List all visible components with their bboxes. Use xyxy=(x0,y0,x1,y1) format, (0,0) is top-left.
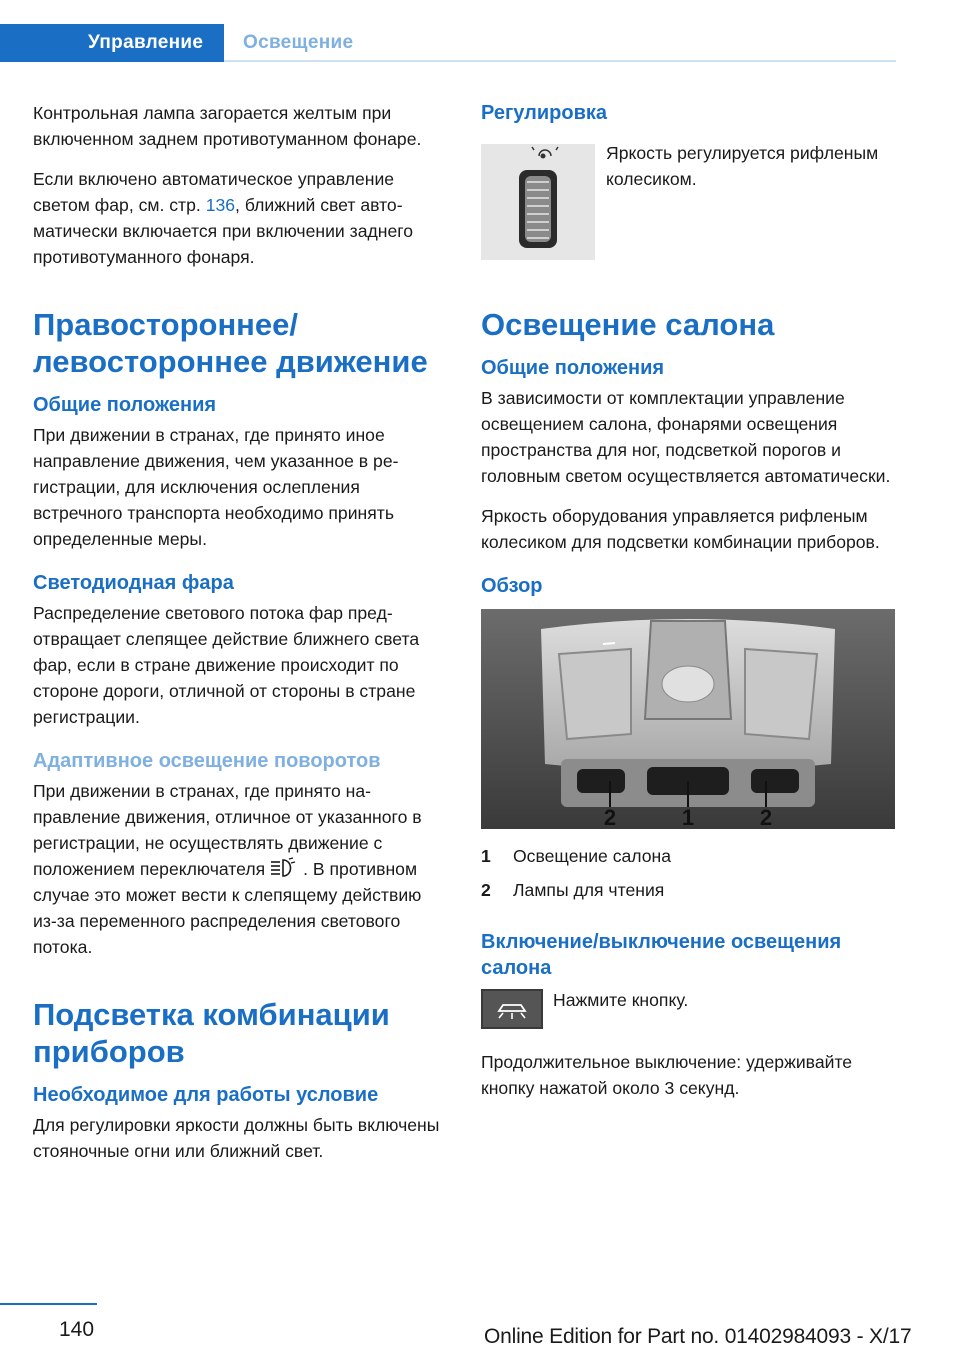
paragraph-interior-general-1: В зависимости от комплектации управление освещением салона, фонарями освещения пространства для ног, подсветкой порогов и головным светом осуществляется автоматически. xyxy=(481,388,891,486)
auto-lights-text-b: , ближний свет автоматически включается при включении заднего противотуманного фонаря. xyxy=(33,195,414,267)
paragraph-auto-lights xyxy=(33,166,447,270)
adaptive-text-a: При движении в странах, где принято направление движения, отличное от указанного в регистрации, не осуществлять движение с положением переключателя xyxy=(33,781,422,879)
heading-traffic-side: Правостороннее/ левостороннее движение xyxy=(33,307,428,379)
edition-footer: Online Edition for Part no. 01402984093 - X/17 xyxy=(484,1325,912,1348)
page-link[interactable]: 136 xyxy=(205,195,236,215)
legend-number: 2 xyxy=(481,880,491,900)
heading-led-headlight: Светодиодная фара xyxy=(33,572,234,594)
interior-light-button-icon xyxy=(481,989,543,1029)
page-number: 140 xyxy=(59,1318,95,1341)
paragraph-condition: Для регулировки яркости должны быть включены стояночные огни или ближний свет. xyxy=(33,1115,440,1161)
regulation-block xyxy=(481,100,895,260)
legend-text: Освещение салона xyxy=(513,846,672,866)
heading-overview: Обзор xyxy=(481,575,543,597)
heading-instrument-lighting: Подсветка комбинации приборов xyxy=(33,997,390,1069)
heading-condition: Необходимое для работы условие xyxy=(33,1084,379,1106)
paragraph-adaptive-lighting xyxy=(33,778,447,960)
headlight-switch-icon xyxy=(269,857,299,879)
heading-interior-general: Общие положения xyxy=(481,357,665,379)
header-rule xyxy=(224,60,896,62)
heading-adaptive-lighting: Адаптивное освещение поворотов xyxy=(33,750,381,772)
thumbwheel-image xyxy=(481,144,595,260)
paragraph-regulation: Яркость регулируется рифленым колесиком. xyxy=(606,143,879,189)
legend-list xyxy=(481,843,895,903)
legend-item xyxy=(481,843,895,869)
adaptive-text-b: . В противном случае это может вести к слепящему действию из-за переменного распределения светового потока. xyxy=(33,859,422,957)
paragraph-led-headlight: Распределение светового потока фар предотвращает слепящее действие ближнего света фар, если в стране движение происходит по стороне дороги, отличной от стороны в стране регистрации. xyxy=(33,603,420,727)
paragraph-press-button: Нажмите кнопку. xyxy=(553,990,689,1010)
heading-general-traffic: Общие положения xyxy=(33,394,217,416)
top-bar xyxy=(0,0,960,62)
right-column xyxy=(481,100,895,1115)
overhead-console-image xyxy=(481,609,895,829)
left-column xyxy=(33,100,447,1178)
legend-text: Лампы для чтения xyxy=(513,880,665,900)
console-label-right: 2 xyxy=(759,805,773,829)
heading-regulation: Регулировка xyxy=(481,102,608,124)
page-number-rule xyxy=(0,1303,97,1305)
legend-number: 1 xyxy=(481,846,491,866)
tab-lighting: Освещение xyxy=(243,32,354,53)
paragraph-fog-lamp: Контрольная лампа загорается желтым при включенном заднем противотуманном фонаре. xyxy=(33,103,422,149)
heading-switch-interior: Включение/выключение освещения салона xyxy=(481,931,842,979)
console-label-left: 2 xyxy=(603,805,617,829)
legend-item xyxy=(481,877,895,903)
console-label-center: 1 xyxy=(681,805,695,829)
paragraph-interior-general-2: Яркость оборудования управляется рифленым колесиком для подсветки комбинации приборов. xyxy=(481,506,880,552)
paragraph-general-traffic: При движении в странах, где принято иное направление движения, чем указанное в регистрации, для исключения ослепления встречного транспорта необходимо принять определенные меры. xyxy=(33,425,399,549)
auto-lights-text-a: Если включено автоматическое управление светом фар, см. стр. xyxy=(33,169,395,215)
tab-control: Управление xyxy=(0,24,224,62)
heading-interior-lighting: Освещение салона xyxy=(481,307,775,342)
button-instruction xyxy=(481,987,895,1039)
paragraph-long-off: Продолжительное выключение: удерживайте кнопку нажатой около 3 секунд. xyxy=(481,1052,853,1098)
